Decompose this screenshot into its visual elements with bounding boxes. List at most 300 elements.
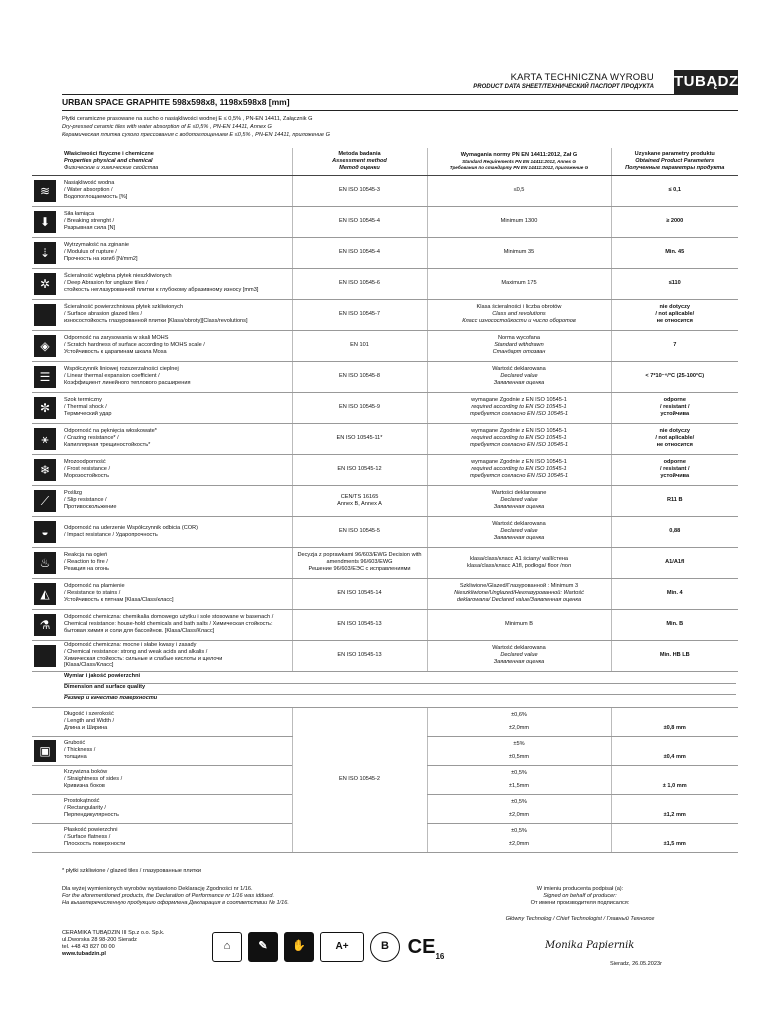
dimension-requirement-cell bbox=[427, 736, 611, 765]
cell-line: Poślizg bbox=[64, 490, 83, 497]
cell-line: / Straightness of sides / bbox=[64, 776, 123, 782]
cell-line: required according to EN ISO 10545-1 bbox=[471, 466, 567, 472]
empty-icon-slot bbox=[34, 798, 56, 820]
indoor-use-icon: ⌂ bbox=[212, 932, 242, 962]
cell-line: Odporność na plamienie bbox=[64, 583, 125, 590]
obtained-value-cell bbox=[611, 516, 738, 547]
cell-line: Odporność chemiczna: mocne i słabe kwasy i zasady bbox=[64, 641, 197, 648]
cell-line: Annex B, Annex A bbox=[337, 500, 382, 507]
value-line: ±1,5 mm bbox=[663, 840, 686, 847]
cell-line: Siła łamiąca bbox=[64, 211, 95, 218]
obtained-value-cell bbox=[611, 206, 738, 237]
cell-line: требуется согласно EN ISO 10545-1 bbox=[469, 472, 569, 479]
cell-line: 7 bbox=[673, 342, 677, 348]
cell-line: Морозостойкость bbox=[64, 472, 110, 479]
cell-line: Длина и Ширина bbox=[64, 724, 108, 731]
method-cell bbox=[292, 175, 427, 206]
intro-line-pl: Płytki ceramiczne prasowane na sucho o nasiąkliwości wodnej E ≤ 0,5% , PN-EN 14411, Załącznik G bbox=[62, 116, 313, 122]
dimension-requirement-cell bbox=[427, 794, 611, 823]
table-row bbox=[32, 392, 738, 423]
cell-line: odporne bbox=[663, 459, 686, 466]
cell-line: Odporność na pęknięcia włoskowate* bbox=[64, 428, 157, 435]
cell-line: Плоскость поверхности bbox=[64, 840, 126, 847]
company-phone: tel. +48 43 827 00 00 bbox=[62, 943, 115, 950]
dimension-value-cell bbox=[611, 707, 738, 736]
method-cell bbox=[292, 485, 427, 516]
crazing-resistance-icon: ⚹ bbox=[34, 428, 56, 450]
cell-line: EN ISO 10545-4 bbox=[338, 249, 381, 255]
cell-line: deklarowana/ Declared value/Заявленная оценка bbox=[456, 596, 582, 603]
cell-line: Противоскольжение bbox=[64, 503, 117, 510]
cell-line: Ścieralność powierzchniowa płytek szkliwionych bbox=[64, 304, 184, 311]
method-cell bbox=[292, 454, 427, 485]
cell-line: Decyzja z poprawkami 96/603/EWG Decision with bbox=[297, 552, 422, 559]
requirement-line: ±5% bbox=[513, 740, 525, 747]
cell-line: Chemical resistance: house-hold chemicals and bath salts / Химическая стойкость: bbox=[64, 621, 273, 627]
cell-line: Коэффициент линейного теплового расширения bbox=[64, 379, 191, 386]
obtained-value-cell bbox=[611, 361, 738, 392]
company-website: www.tubadzin.pl bbox=[62, 950, 106, 957]
declaration-pl: Dla wyżej wymienionych wyrobów wystawiono Deklarację Zgodności nr 1/16. bbox=[62, 886, 253, 892]
dimension-requirement-cell bbox=[427, 765, 611, 794]
method-cell bbox=[292, 423, 427, 454]
dimension-requirement-cell bbox=[427, 707, 611, 736]
cell-line: Norma wycofana bbox=[498, 335, 540, 342]
requirement-cell bbox=[427, 299, 611, 330]
dimension-value-cell bbox=[611, 823, 738, 852]
property-cell bbox=[62, 330, 292, 361]
method-cell bbox=[292, 206, 427, 237]
cell-line: Решение 96/603/ЕЭС с исправлениями bbox=[308, 565, 411, 572]
tubadzin-logo: TUBĄDZIN bbox=[674, 70, 738, 94]
icon-cell bbox=[32, 671, 62, 707]
cell-line: Minimum 35 bbox=[503, 249, 535, 255]
empty-icon-slot bbox=[34, 827, 56, 849]
table-row bbox=[32, 175, 738, 206]
dimension-property-cell bbox=[62, 794, 292, 823]
cell-line: Declared value bbox=[500, 528, 538, 534]
cell-line: / Resistance to stains / bbox=[64, 590, 121, 596]
cell-line: Minimum B bbox=[505, 621, 533, 627]
requirement-cell bbox=[427, 578, 611, 609]
table-row bbox=[32, 206, 738, 237]
cell-line: Declared value bbox=[500, 652, 538, 658]
icon-cell bbox=[32, 423, 62, 454]
card-title: KARTA TECHNICZNA WYROBU bbox=[510, 72, 654, 83]
method-cell bbox=[292, 299, 427, 330]
cell-line: ≤ 0,1 bbox=[668, 187, 681, 193]
cell-line: / Linear thermal expansion coefficient / bbox=[64, 373, 160, 379]
handwritten-signature: Monika Papiernik bbox=[545, 940, 635, 951]
cell-line: EN ISO 10545-4 bbox=[338, 218, 381, 224]
table-row bbox=[32, 609, 738, 640]
empty-icon-slot bbox=[34, 711, 56, 733]
date-place: Sieradz, 26.05.2023r bbox=[610, 961, 662, 967]
icon-cell bbox=[32, 392, 62, 423]
cell-line: Długość i szerokość bbox=[64, 711, 114, 718]
cell-line: R11 B bbox=[666, 497, 683, 503]
obtained-value-cell bbox=[611, 268, 738, 299]
cell-line: < 7*10⁻⁶/°C (25-100°C) bbox=[645, 373, 705, 379]
cell-line: / not aplicable/ bbox=[655, 311, 695, 317]
cell-line: не относится bbox=[656, 441, 693, 448]
cell-line: EN ISO 10545-9 bbox=[338, 404, 381, 410]
obtained-value-cell bbox=[611, 454, 738, 485]
cell-line: / Reaction to fire / bbox=[64, 559, 108, 565]
dimension-value-cell bbox=[611, 736, 738, 765]
cell-line: nie dotyczy bbox=[659, 304, 690, 311]
empty-icon-slot bbox=[34, 769, 56, 791]
slip-resistance-icon: ⟋ bbox=[34, 490, 56, 512]
company-address: ul.Dworska 28 98-200 Sieradz bbox=[62, 936, 137, 943]
cell-line: Заявленная оценка bbox=[493, 379, 545, 386]
obtained-value-cell bbox=[611, 237, 738, 268]
intro-text bbox=[62, 116, 738, 140]
cell-line: Mrozoodporność bbox=[64, 459, 106, 466]
cell-line: Перпендикулярность bbox=[64, 811, 119, 818]
cell-line: Odporność na zarysowania w skali MOHS bbox=[64, 335, 169, 342]
modulus-rupture-icon: ⇣ bbox=[34, 242, 56, 264]
cell-line: толщина bbox=[64, 753, 87, 760]
cell-line: / Frost resistance / bbox=[64, 466, 111, 472]
signed-en: Signed on behalf of producer: bbox=[543, 892, 617, 899]
obtained-value-cell bbox=[611, 175, 738, 206]
emission-class-icon: A+ bbox=[320, 932, 364, 962]
intro-line-en: Dry-pressed ceramic tiles with water absorption of E ≤0,5% , PN-EN 14411, Annex G bbox=[62, 124, 272, 130]
cell-line: EN ISO 10545-3 bbox=[338, 187, 381, 193]
icon-cell bbox=[32, 640, 62, 671]
icon-cell bbox=[32, 516, 62, 547]
requirement-cell bbox=[427, 206, 611, 237]
table-row bbox=[32, 578, 738, 609]
cell-line: EN ISO 10545-8 bbox=[338, 373, 381, 379]
cell-line: / resistant / bbox=[659, 466, 690, 472]
property-cell bbox=[62, 175, 292, 206]
value-line bbox=[614, 796, 737, 809]
cell-line: Класс износостойкости и число оборотов bbox=[462, 317, 576, 324]
property-cell bbox=[62, 454, 292, 485]
method-cell bbox=[292, 361, 427, 392]
requirement-line: ±0,5% bbox=[511, 798, 527, 805]
method-cell bbox=[292, 609, 427, 640]
requirement-cell bbox=[427, 454, 611, 485]
cell-line: / Surface abrasion glazed tiles / bbox=[64, 311, 143, 317]
surface-abrasion-icon bbox=[34, 304, 56, 326]
cell-line: Grubość bbox=[64, 740, 86, 747]
table-row bbox=[32, 485, 738, 516]
table-row bbox=[32, 361, 738, 392]
table-row bbox=[32, 640, 738, 671]
cell-line: / Crazing resistance* / bbox=[64, 435, 119, 441]
col-header-properties: Właściwości fizyczne i chemiczne Properties physical and chemical Физические и химические свойства bbox=[62, 148, 292, 175]
thermal-expansion-icon: ☰ bbox=[34, 366, 56, 388]
header-divider bbox=[62, 94, 738, 95]
table-row bbox=[32, 547, 738, 578]
obtained-value-cell bbox=[611, 609, 738, 640]
cell-line: / Length and Width / bbox=[64, 718, 115, 724]
table-row bbox=[32, 423, 738, 454]
method-cell bbox=[292, 578, 427, 609]
floor-use-icon: ✋ bbox=[284, 932, 314, 962]
property-cell bbox=[62, 392, 292, 423]
certification-marks bbox=[212, 932, 446, 962]
cell-line: Odporność chemiczna: chemikalia domowego użytku i sole stosowane w basenach / bbox=[64, 614, 274, 621]
icon-cell bbox=[32, 454, 62, 485]
requirement-cell bbox=[427, 423, 611, 454]
cell-line: / Impact resistance / Ударопрочность bbox=[64, 531, 158, 538]
icon-cell bbox=[32, 175, 62, 206]
cell-line: / Surface flatness / bbox=[64, 834, 111, 840]
cell-line: Minimum 1300 bbox=[500, 218, 538, 224]
obtained-value-cell bbox=[611, 299, 738, 330]
cell-line: EN ISO 10545-13 bbox=[337, 652, 382, 658]
col-header-obtained: Uzyskane parametry produktu Obtained Product Parameters Полученные параметры продукта bbox=[611, 148, 738, 175]
cell-line: wymagane Zgodnie z EN ISO 10545-1 bbox=[471, 397, 567, 404]
cell-line: / Thickness / bbox=[64, 747, 96, 753]
cell-line: / resistant / bbox=[659, 404, 690, 410]
cell-line: ≤110 bbox=[668, 280, 681, 286]
property-cell bbox=[62, 547, 292, 578]
cell-line: / Breaking strenght / bbox=[64, 218, 115, 224]
property-cell bbox=[62, 206, 292, 237]
requirement-cell bbox=[427, 640, 611, 671]
requirement-line: ±2,0mm bbox=[508, 724, 530, 731]
requirement-cell bbox=[427, 330, 611, 361]
value-line: ±1,2 mm bbox=[663, 811, 686, 818]
dimension-row bbox=[32, 707, 738, 736]
cell-line: Declared value bbox=[500, 497, 538, 503]
icon-cell bbox=[32, 794, 62, 823]
table-row bbox=[32, 299, 738, 330]
cell-line: required according to EN ISO 10545-1 bbox=[471, 435, 567, 441]
cell-line: Wartość deklarowana bbox=[492, 366, 546, 373]
cell-line: Заявленная оценка bbox=[493, 534, 545, 541]
signature-block bbox=[470, 886, 690, 907]
property-cell bbox=[62, 237, 292, 268]
cell-line: Устойчивость к царапинам шкала Mosa bbox=[64, 348, 167, 355]
cell-line: Maximum 175 bbox=[501, 280, 537, 286]
cell-line: износостойкость глазурованной плитки [Klasa/obroty][Class/revolutions] bbox=[64, 317, 248, 324]
reaction-to-fire-icon: ♨ bbox=[34, 552, 56, 574]
cell-line: amendments 96/603/EWG bbox=[326, 559, 393, 565]
water-absorption-icon: ≋ bbox=[34, 180, 56, 202]
cell-line: Wartość deklarowana bbox=[492, 521, 546, 528]
cell-line: бытовая химия и соли для бассейнов. [Klasa/Class/Класс] bbox=[64, 627, 215, 634]
method-cell bbox=[292, 330, 427, 361]
cell-line: / Modulus of rupture / bbox=[64, 249, 117, 255]
cell-line: Кривизна боков bbox=[64, 782, 105, 789]
requirement-line: ±2,0mm bbox=[508, 811, 530, 818]
cell-line: устойчива bbox=[660, 410, 690, 417]
requirement-cell bbox=[427, 516, 611, 547]
cell-line: EN ISO 10545-14 bbox=[337, 590, 382, 596]
cell-line: EN 101 bbox=[350, 342, 369, 348]
method-cell bbox=[292, 516, 427, 547]
cell-line: Ścieralność wgłębna płytek nieszkliwionych bbox=[64, 273, 172, 280]
officer-title: Główny Technolog / Chief Technologist / Главный Технолог bbox=[505, 916, 655, 922]
cell-line: Устойчивость к пятнам [Klasa/Class/класс] bbox=[64, 596, 174, 603]
col-header-requirements: Wymagania normy PN EN 14411:2012, Zał G Standard Requirements PN EN 14411:2012, Annex G Требования по стандарту PN EN 14411:2012, приложение G bbox=[427, 148, 611, 175]
section-line: Wymiar i jakość powierzchni bbox=[64, 673, 736, 684]
obtained-value-cell bbox=[611, 640, 738, 671]
product-divider bbox=[62, 110, 738, 111]
table-header-row bbox=[32, 148, 738, 175]
product-name: URBAN SPACE GRAPHITE 598x598x8, 1198x598x8 [mm] bbox=[62, 97, 290, 107]
cell-line: wymagane Zgodnie z EN ISO 10545-1 bbox=[471, 459, 567, 466]
cell-line: требуется согласно EN ISO 10545-1 bbox=[469, 441, 569, 448]
cell-line: не относится bbox=[656, 317, 693, 324]
cell-line: EN ISO 10545-12 bbox=[337, 466, 382, 472]
requirement-line: ±2,0mm bbox=[508, 840, 530, 847]
icon-cell bbox=[32, 206, 62, 237]
cell-line: Реакция на огонь bbox=[64, 565, 109, 572]
cell-line: CEN/TS 16165 bbox=[340, 493, 379, 500]
cell-line: Min. B bbox=[666, 621, 684, 627]
deep-abrasion-icon: ✲ bbox=[34, 273, 56, 295]
property-cell bbox=[62, 516, 292, 547]
dimension-section-header bbox=[32, 671, 738, 707]
cell-line: / Thermal shock / bbox=[64, 404, 107, 410]
icon-cell bbox=[32, 823, 62, 852]
cell-line: Wytrzymałość na zginanie bbox=[64, 242, 129, 249]
cell-line: EN ISO 10545-5 bbox=[338, 528, 381, 534]
property-cell bbox=[62, 578, 292, 609]
requirement-line: ±0,6% bbox=[511, 711, 527, 718]
requirement-cell bbox=[427, 361, 611, 392]
cell-line: требуется согласно EN ISO 10545-1 bbox=[469, 410, 569, 417]
acids-alkalis-icon bbox=[34, 645, 56, 667]
requirement-cell bbox=[427, 609, 611, 640]
cell-line: 0,88 bbox=[669, 528, 681, 534]
obtained-value-cell bbox=[611, 547, 738, 578]
card-subtitle: PRODUCT DATA SHEET/ТЕХНИЧЕСКИЙ ПАСПОРТ ПРОДУКТА bbox=[473, 84, 654, 90]
cell-line: nie dotyczy bbox=[659, 428, 690, 435]
cell-line: Prostokątność bbox=[64, 798, 100, 805]
icon-cell bbox=[32, 609, 62, 640]
cell-line: Współczynnik liniowej rozszerzalności cieplnej bbox=[64, 366, 179, 373]
cell-line: Термический удар bbox=[64, 410, 112, 417]
cell-line: Капиллярная трещиностойкость* bbox=[64, 441, 151, 448]
requirement-line: ±0,5% bbox=[511, 827, 527, 834]
cell-line: Nasiąkliwość wodna bbox=[64, 180, 115, 187]
icon-cell bbox=[32, 268, 62, 299]
icon-cell bbox=[32, 547, 62, 578]
mohs-hardness-icon: ◈ bbox=[34, 335, 56, 357]
declaration-en: For the aforementioned products, the Declaration of Performance nr 1/16 was iddued. bbox=[62, 892, 275, 899]
cell-line: Заявленная оценка bbox=[493, 503, 545, 510]
property-cell bbox=[62, 268, 292, 299]
property-cell bbox=[62, 299, 292, 330]
obtained-value-cell bbox=[611, 330, 738, 361]
impact-resistance-icon: ◒ bbox=[34, 521, 56, 543]
cell-line: EN ISO 10545-7 bbox=[338, 311, 381, 317]
property-cell bbox=[62, 485, 292, 516]
dimension-method: EN ISO 10545-2 bbox=[338, 776, 381, 782]
cell-line: Declared value bbox=[500, 373, 538, 379]
cell-line: Wartość deklarowana bbox=[492, 645, 546, 652]
dimension-value-cell bbox=[611, 765, 738, 794]
dimension-property-cell bbox=[62, 736, 292, 765]
dimension-property-cell bbox=[62, 707, 292, 736]
requirement-cell bbox=[427, 268, 611, 299]
cell-line: / Slip resistance / bbox=[64, 497, 107, 503]
requirement-cell bbox=[427, 485, 611, 516]
requirement-line: ±1,5mm bbox=[508, 782, 530, 789]
value-line bbox=[614, 767, 737, 780]
cell-line: Class and revolutions bbox=[492, 311, 546, 317]
cell-line: Wartości deklarowane bbox=[491, 490, 547, 497]
cell-line: Nieszkliwione/Unglazed/Неглазурованной: Wartość bbox=[454, 590, 584, 596]
cell-line: / Deep Abrasion for unglaze tiles / bbox=[64, 280, 148, 286]
method-cell bbox=[292, 547, 427, 578]
cell-line: / Rectangularity / bbox=[64, 805, 106, 811]
cell-line: Standard withdrawn bbox=[494, 342, 544, 348]
table-row bbox=[32, 237, 738, 268]
footnote: * płytki szkliwione / glazed tiles / глазурованные плитки bbox=[62, 868, 201, 874]
cell-line: ≤0,5 bbox=[513, 187, 525, 193]
requirement-cell bbox=[427, 175, 611, 206]
cell-line: Разрывная сила [N] bbox=[64, 224, 116, 231]
cell-line: A1/A1fl bbox=[665, 559, 685, 565]
value-line: ±0,8 mm bbox=[663, 724, 686, 731]
property-cell bbox=[62, 640, 292, 671]
cell-line: Szkliwione/Glazed/Глазурованной : Minimum 3 bbox=[459, 583, 579, 590]
icon-cell bbox=[32, 330, 62, 361]
section-title bbox=[62, 671, 738, 707]
cell-line: Min. 45 bbox=[665, 249, 685, 255]
company-name: CERAMIKA TUBĄDZIN III Sp.z o.o. Sp.k. bbox=[62, 930, 165, 936]
table-row bbox=[32, 454, 738, 485]
icon-cell bbox=[32, 485, 62, 516]
col-header-method: Metoda badania Assessment method Метод оценки bbox=[292, 148, 427, 175]
cell-line: / not aplicable/ bbox=[655, 435, 695, 441]
property-cell bbox=[62, 361, 292, 392]
declaration bbox=[62, 886, 382, 907]
table-row bbox=[32, 516, 738, 547]
icon-cell bbox=[32, 578, 62, 609]
cell-line: устойчива bbox=[660, 472, 690, 479]
cell-line: Klasa ścieralności i liczba obrotów bbox=[476, 304, 562, 311]
household-chemicals-icon: ⚗ bbox=[34, 614, 56, 636]
icon-cell bbox=[32, 765, 62, 794]
wall-use-icon: ✎ bbox=[248, 932, 278, 962]
cell-line: Płaskość powierzchni bbox=[64, 827, 118, 834]
dimension-property-cell bbox=[62, 823, 292, 852]
cell-line: Reakcja na ogień bbox=[64, 552, 108, 559]
dimension-requirement-cell bbox=[427, 823, 611, 852]
cell-line: EN ISO 10545-13 bbox=[337, 621, 382, 627]
obtained-value-cell bbox=[611, 392, 738, 423]
requirement-cell bbox=[427, 237, 611, 268]
signed-ru: От имени производителя подписался: bbox=[530, 899, 630, 906]
stain-resistance-icon: ◭ bbox=[34, 583, 56, 605]
method-cell bbox=[292, 640, 427, 671]
frost-resistance-icon: ❄ bbox=[34, 459, 56, 481]
cell-line: Химическая стойкость: сильные и слабые кислоты и щелочи bbox=[64, 655, 223, 662]
icon-cell bbox=[32, 361, 62, 392]
cell-line: Водопоглощаемость [%] bbox=[64, 193, 128, 200]
dimension-method-cell bbox=[292, 707, 427, 852]
cell-line: Прочность на изгиб [N/mm2] bbox=[64, 255, 138, 262]
cell-line: EN ISO 10545-11* bbox=[336, 435, 383, 441]
b-class-icon: B bbox=[370, 932, 400, 962]
dimension-value-cell bbox=[611, 794, 738, 823]
cell-line: стойкость неглазурованной плитки к глубокому абразивному износу [mm3] bbox=[64, 286, 259, 293]
spec-table bbox=[32, 148, 738, 853]
section-line: Размер и качество поверхности bbox=[64, 694, 158, 701]
cell-line: klasa/class/класс A1 ściany/ wall/стена bbox=[469, 555, 569, 562]
value-line bbox=[614, 825, 737, 838]
